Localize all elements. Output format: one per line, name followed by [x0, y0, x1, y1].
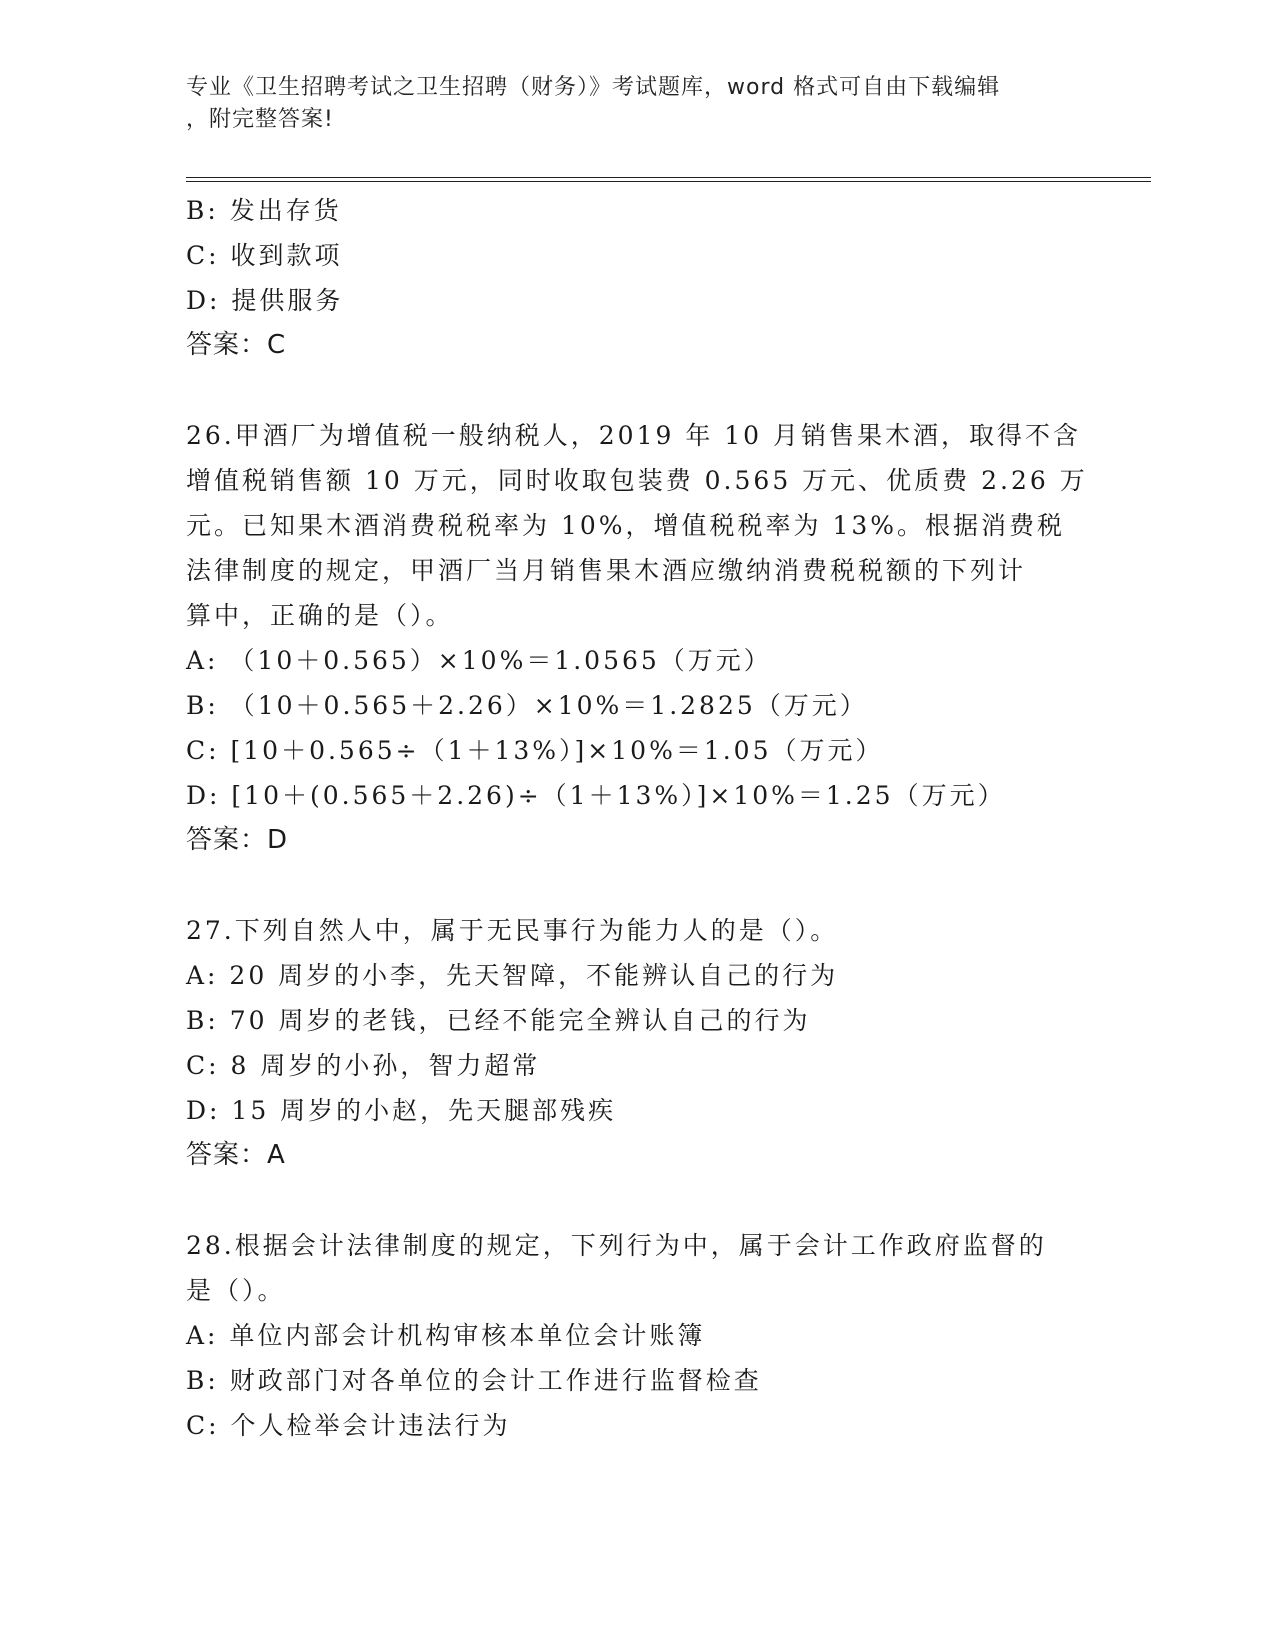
question-stem-line: 27.下列自然人中，属于无民事行为能力人的是（）。 [186, 916, 839, 945]
question-stem-line: 算中，正确的是（）。 [186, 601, 454, 630]
header-line-1: 专业《卫生招聘考试之卫生招聘（财务）》考试题库，word 格式可自由下载编辑 [186, 75, 1001, 100]
question-26 [186, 413, 1086, 863]
question-28 [186, 1223, 1086, 1448]
option-b: B: 财政部门对各单位的会计工作进行监督检查 [186, 1366, 762, 1395]
option-c: C: [10＋0.565÷（1＋13%）]×10%＝1.05（万元） [186, 736, 884, 765]
option-d: D: [10＋(0.565＋2.26)÷（1＋13%）]×10%＝1.25（万元） [186, 781, 1006, 810]
page-header [186, 72, 1086, 136]
option-d: D: 提供服务 [186, 286, 344, 315]
option-a: A: 20 周岁的小李，先天智障，不能辨认自己的行为 [186, 961, 839, 990]
question-stem-line: 法律制度的规定，甲酒厂当月销售果木酒应缴纳消费税税额的下列计 [186, 556, 1027, 585]
option-c: C: 收到款项 [186, 241, 343, 270]
answer-line: 答案：C [186, 330, 287, 360]
question-stem-line: 是（）。 [186, 1276, 286, 1305]
option-c: C: 个人检举会计违法行为 [186, 1411, 511, 1440]
question-stem-line: 26.甲酒厂为增值税一般纳税人，2019 年 10 月销售果木酒，取得不含 [186, 421, 1082, 450]
answer-line: 答案：D [186, 825, 289, 855]
spacer [186, 1178, 1086, 1223]
header-divider [186, 177, 1151, 182]
answer-line: 答案：A [186, 1140, 286, 1170]
question-content [186, 188, 1086, 1448]
question-stem-line: 28.根据会计法律制度的规定，下列行为中，属于会计工作政府监督的 [186, 1231, 1047, 1260]
question-25-tail [186, 188, 1086, 368]
option-b: B: 70 周岁的老钱，已经不能完全辨认自己的行为 [186, 1006, 811, 1035]
option-c: C: 8 周岁的小孙，智力超常 [186, 1051, 541, 1080]
option-d: D: 15 周岁的小赵，先天腿部残疾 [186, 1096, 617, 1125]
option-a: A: （10＋0.565）×10%＝1.0565（万元） [186, 646, 772, 675]
question-27 [186, 908, 1086, 1178]
option-b: B: （10＋0.565＋2.26）×10%＝1.2825（万元） [186, 691, 868, 720]
spacer [186, 368, 1086, 413]
option-b: B: 发出存货 [186, 196, 342, 225]
question-stem-line: 元。已知果木酒消费税税率为 10%，增值税税率为 13%。根据消费税 [186, 511, 1066, 540]
spacer [186, 863, 1086, 908]
header-line-2: ，附完整答案! [186, 107, 334, 132]
option-a: A: 单位内部会计机构审核本单位会计账簿 [186, 1321, 706, 1350]
question-stem-line: 增值税销售额 10 万元，同时收取包装费 0.565 万元、优质费 2.26 万 [186, 466, 1088, 495]
